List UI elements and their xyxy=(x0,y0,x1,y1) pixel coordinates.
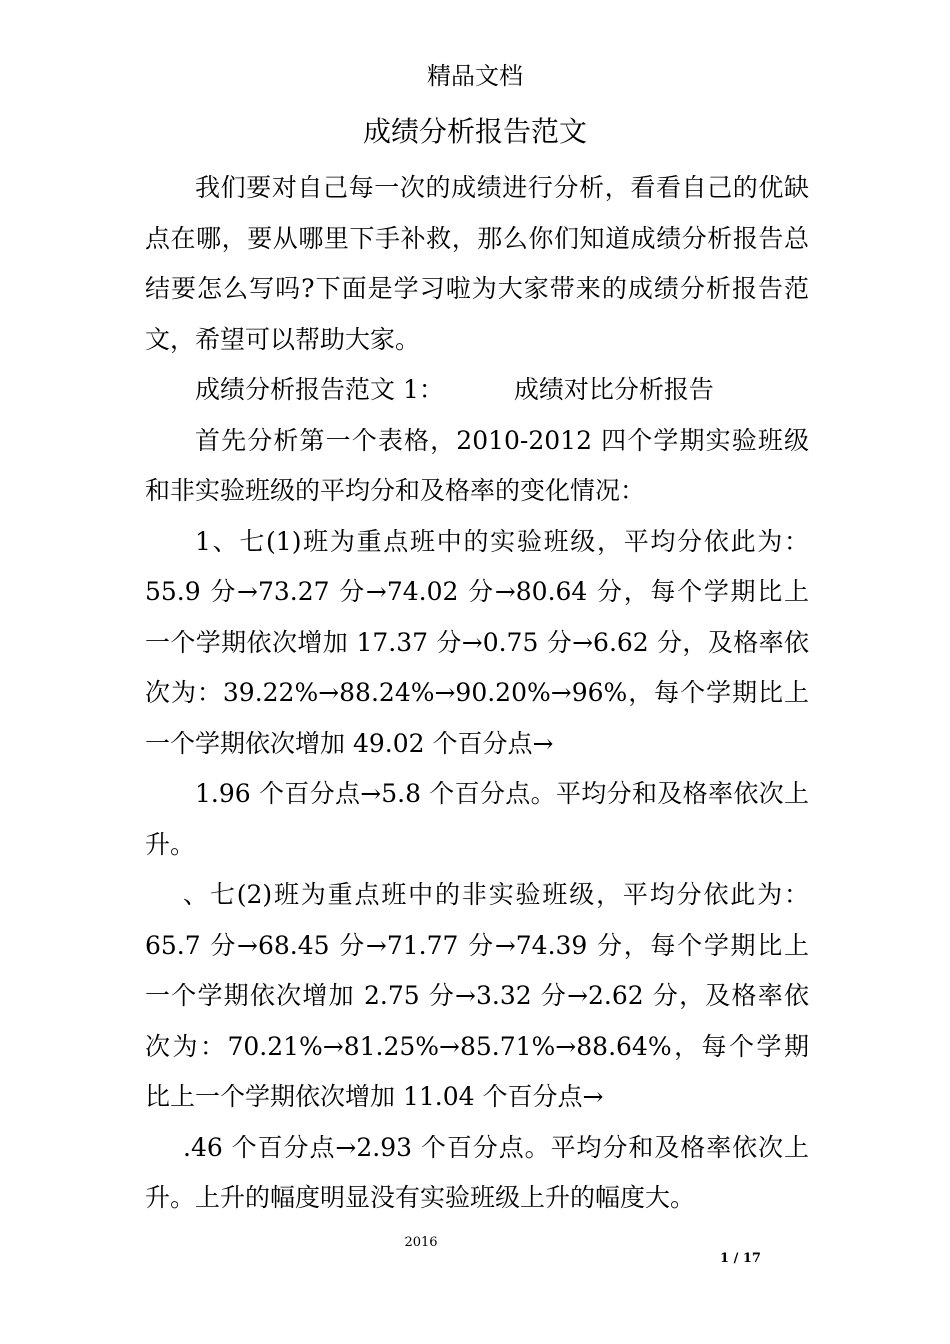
intro-paragraph: 我们要对自己每一次的成绩进行分析，看看自己的优缺点在哪，要从哪里下手补救，那么你们知道成绩分析报告总结要怎么写吗?下面是学习啦为大家带来的成绩分析报告范文，希望可以帮助大家。 xyxy=(145,173,809,354)
section-subheading xyxy=(145,365,809,416)
class-2-continuation-paragraph: .46 个百分点→2.93 个百分点。平均分和及格率依次上升。上升的幅度明显没有实验班级上升的幅度大。 xyxy=(145,1132,809,1212)
class-2-paragraph: 、七(2)班为重点班中的非实验班级，平均分依此为：65.7 分→68.45 分→71.77 分→74.39 分，每个学期比上一个学期依次增加 2.75 分→3.32 分→2.62 分，及格率依次为：70.21%→81.25%→85.71%→88.64%，每个学期比上一个学期依次增加 11.04 个百分点→ xyxy=(145,880,809,1111)
class-1-continuation-paragraph: 1.96 个百分点→5.8 个百分点。平均分和及格率依次上升。 xyxy=(145,779,809,859)
document-body xyxy=(145,163,809,1224)
class-1-paragraph: 1、七(1)班为重点班中的实验班级，平均分依此为：55.9 分→73.27 分→74.02 分→80.64 分，每个学期比上一个学期依次增加 17.37 分→0.75 分→6.62 分，及格率依次为：39.22%→88.24%→90.20%→96%，每个学期比上一个学期依次增加 49.02 个百分点→ xyxy=(145,526,809,758)
page-number: 1 / 17 xyxy=(720,1251,761,1266)
page-header: 精品文档 xyxy=(427,62,523,90)
subheading-title: 成绩对比分析报告 xyxy=(513,375,714,404)
subheading-label: 成绩分析报告范文 1： xyxy=(195,375,444,404)
footer-year: 2016 xyxy=(404,1235,438,1250)
document-title: 成绩分析报告范文 xyxy=(362,115,587,148)
analysis-intro-paragraph: 首先分析第一个表格，2010-2012 四个学期实验班级和非实验班级的平均分和及格率的变化情况： xyxy=(145,425,809,505)
